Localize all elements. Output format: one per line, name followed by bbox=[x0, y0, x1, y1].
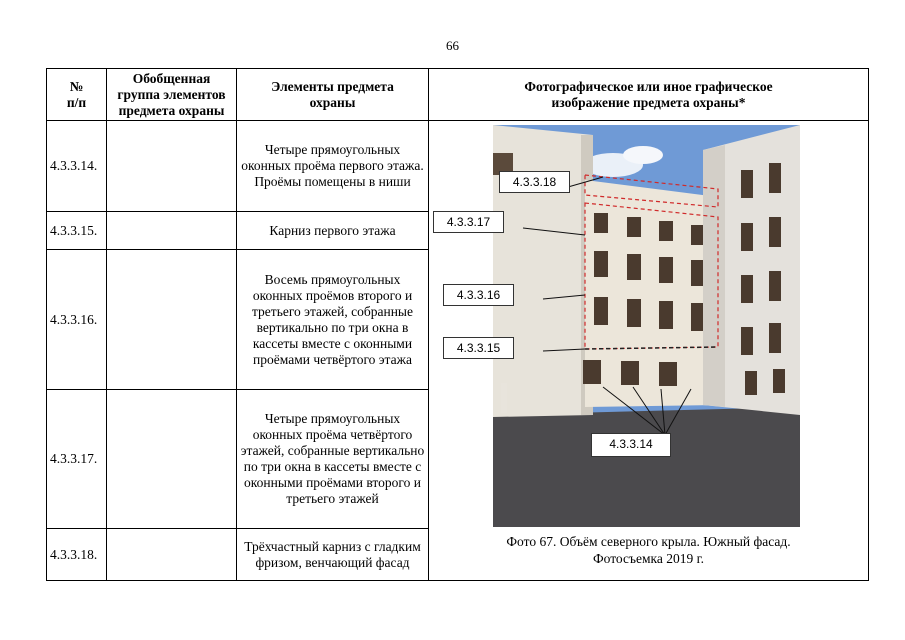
photo-cell bbox=[429, 121, 869, 581]
heritage-elements-table bbox=[46, 68, 869, 581]
table-header-row bbox=[47, 69, 869, 121]
row-group bbox=[107, 212, 237, 250]
table-row bbox=[47, 121, 869, 212]
photo-caption bbox=[429, 533, 868, 567]
row-desc: Четыре прямоугольных оконных проёма первого этажа. Проёмы помещены в ниши bbox=[237, 121, 429, 212]
callout-label: 4.3.3.14 bbox=[591, 433, 671, 457]
header-group: Обобщенная группа элементов предмета охраны bbox=[107, 69, 237, 121]
header-image: Фотографическое или иное графическое изображение предмета охраны* bbox=[429, 69, 869, 121]
row-group bbox=[107, 250, 237, 390]
callout-label: 4.3.3.17 bbox=[433, 211, 504, 233]
row-num: 4.3.3.15. bbox=[47, 212, 107, 250]
row-num: 4.3.3.18. bbox=[47, 529, 107, 581]
row-group bbox=[107, 121, 237, 212]
header-num: № п/п bbox=[47, 69, 107, 121]
header-elements: Элементы предмета охраны bbox=[237, 69, 429, 121]
callout-label: 4.3.3.16 bbox=[443, 284, 514, 306]
row-num: 4.3.3.16. bbox=[47, 250, 107, 390]
row-group bbox=[107, 390, 237, 529]
callout-label: 4.3.3.18 bbox=[499, 171, 570, 193]
row-desc: Трёхчастный карниз с гладким фризом, венчающий фасад bbox=[237, 529, 429, 581]
caption-line-1: Фото 67. Объём северного крыла. Южный фасад. bbox=[506, 534, 791, 549]
row-group bbox=[107, 529, 237, 581]
row-num: 4.3.3.14. bbox=[47, 121, 107, 212]
caption-line-2: Фотосъемка 2019 г. bbox=[592, 551, 705, 566]
row-num: 4.3.3.17. bbox=[47, 390, 107, 529]
row-desc: Четыре прямоугольных оконных проёма четвёртого этажей, собранные вертикально по три окна в кассеты вместе с оконными проёмами второго и третьего этажей bbox=[237, 390, 429, 529]
row-desc: Восемь прямоугольных оконных проёмов второго и третьего этажей, собранные вертикально по три окна в кассеты вместе с оконными проёмами четвёртого этажа bbox=[237, 250, 429, 390]
page-number: 66 bbox=[446, 38, 459, 53]
row-desc: Карниз первого этажа bbox=[237, 212, 429, 250]
callout-label: 4.3.3.15 bbox=[443, 337, 514, 359]
